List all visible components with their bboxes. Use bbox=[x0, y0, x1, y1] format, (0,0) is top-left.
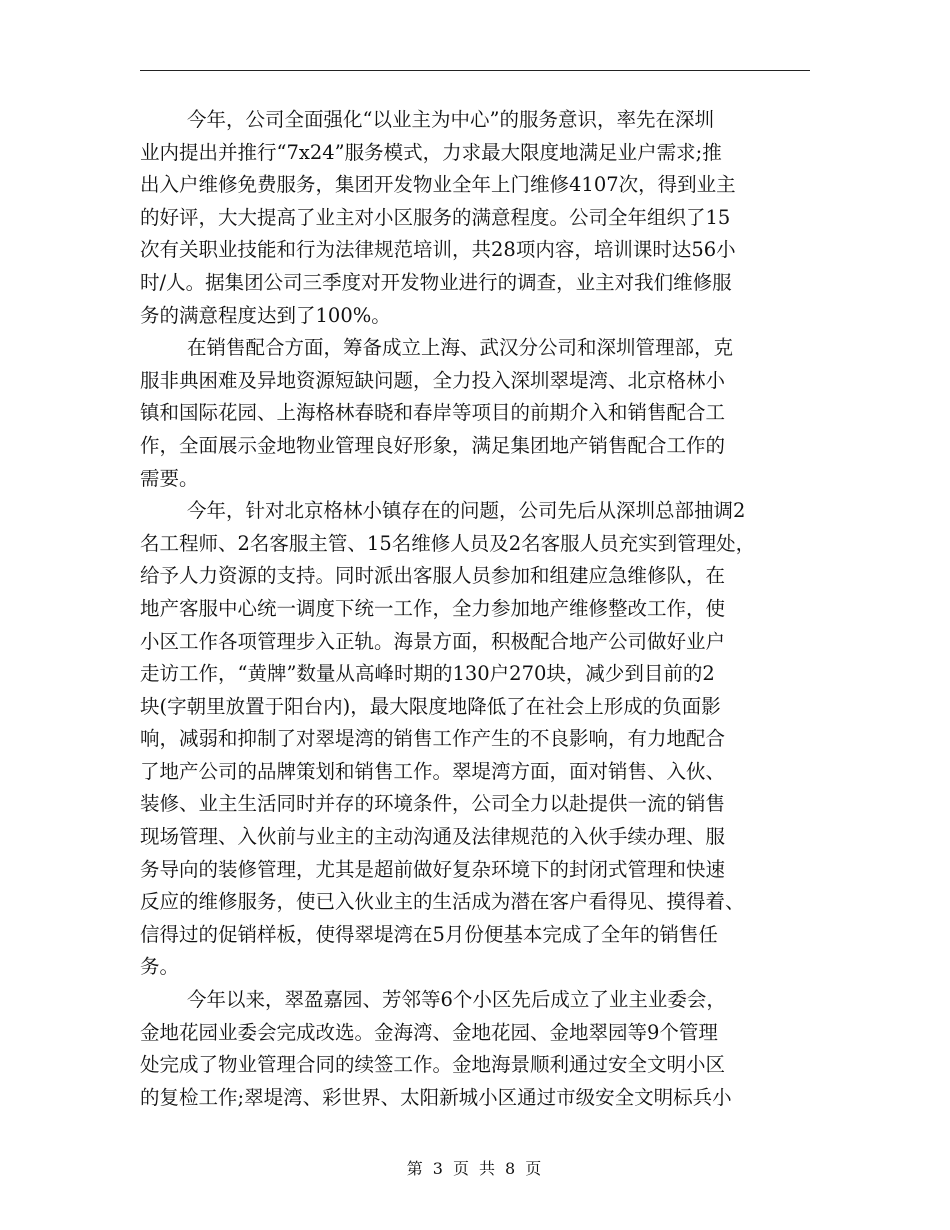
text-line: 作，全面展示金地物业管理良好形象，满足集团地产销售配合工作的 bbox=[140, 433, 726, 457]
text-line: 处完成了物业管理合同的续签工作。金地海景顺利通过安全文明小区 bbox=[140, 1053, 726, 1077]
text-line: 金地花园业委会完成改选。金海湾、金地花园、金地翠园等9个管理 bbox=[140, 1020, 718, 1044]
text-line: 的好评，大大提高了业主对小区服务的满意程度。公司全年组织了15 bbox=[140, 205, 731, 229]
text-line: 块(字朝里放置于阳台内)，最大限度地降低了在社会上形成的负面影 bbox=[140, 694, 721, 718]
text-line: 反应的维修服务，使已入伙业主的生活成为潜在客户看得见、摸得着、 bbox=[140, 890, 745, 914]
footer-label-total: 共 bbox=[479, 1159, 498, 1178]
text-line: 时/人。据集团公司三季度对开发物业进行的调查，业主对我们维修服 bbox=[140, 270, 732, 294]
text-line: 业内提出并推行“7x24”服务模式，力求最大限度地满足业户需求;推 bbox=[140, 140, 722, 164]
text-line: 地产客服中心统一调度下统一工作，全力参加地产维修整改工作，使 bbox=[140, 596, 726, 620]
body-text bbox=[140, 104, 810, 1114]
paragraph bbox=[140, 984, 810, 1114]
text-line: 装修、业主生活同时并存的环境条件，公司全力以赴提供一流的销售 bbox=[140, 792, 726, 816]
text-line: 务的满意程度达到了100%。 bbox=[140, 303, 391, 327]
paragraph bbox=[140, 495, 810, 984]
text-line: 今年，公司全面强化“以业主为中心”的服务意识，率先在深圳 bbox=[187, 108, 714, 131]
text-line: 务。 bbox=[140, 955, 180, 979]
text-line: 响，减弱和抑制了对翠堤湾的销售工作产生的不良影响，有力地配合 bbox=[140, 727, 726, 751]
text-line: 出入户维修免费服务，集团开发物业全年上门维修4107次，得到业主 bbox=[140, 173, 736, 197]
text-line: 信得过的促销样板，使得翠堤湾在5月份便基本完成了全年的销售任 bbox=[140, 922, 718, 946]
footer-current-page: 3 bbox=[432, 1159, 445, 1178]
text-line: 的复检工作;翠堤湾、彩世界、太阳新城小区通过市级安全文明标兵小 bbox=[140, 1085, 732, 1109]
footer-label-unit: 页 bbox=[452, 1159, 471, 1178]
text-line: 今年，针对北京格林小镇存在的问题，公司先后从深圳总部抽调2 bbox=[187, 499, 746, 523]
page-footer bbox=[0, 1156, 950, 1179]
footer-label-unit2: 页 bbox=[525, 1159, 544, 1178]
footer-total-pages: 8 bbox=[505, 1159, 518, 1178]
text-line: 现场管理、入伙前与业主的主动沟通及法律规范的入伙手续办理、服 bbox=[140, 825, 726, 849]
text-line: 走访工作，“黄牌”数量从高峰时期的130户270块，减少到目前的2 bbox=[140, 662, 715, 686]
footer-label-page: 第 bbox=[406, 1159, 425, 1178]
text-line: 需要。 bbox=[140, 466, 199, 490]
text-line: 次有关职业技能和行为法律规范培训，共28项内容，培训课时达56小 bbox=[140, 238, 736, 262]
paragraph bbox=[140, 104, 810, 332]
text-line: 小区工作各项管理步入正轨。海景方面，积极配合地产公司做好业户 bbox=[140, 629, 726, 653]
text-line: 镇和国际花园、上海格林春晓和春岸等项目的前期介入和销售配合工 bbox=[140, 401, 726, 425]
text-line: 了地产公司的品牌策划和销售工作。翠堤湾方面，面对销售、入伙、 bbox=[140, 759, 726, 783]
paragraph bbox=[140, 332, 810, 495]
text-line: 给予人力资源的支持。同时派出客服人员参加和组建应急维修队，在 bbox=[140, 564, 726, 588]
text-line: 名工程师、2名客服主管、15名维修人员及2名客服人员充实到管理处， bbox=[140, 531, 756, 555]
text-line: 今年以来，翠盈嘉园、芳邻等6个小区先后成立了业主业委会， bbox=[187, 988, 726, 1012]
header-rule bbox=[140, 70, 810, 71]
text-line: 服非典困难及异地资源短缺问题，全力投入深圳翠堤湾、北京格林小 bbox=[140, 368, 726, 392]
text-line: 在销售配合方面，筹备成立上海、武汉分公司和深圳管理部，克 bbox=[187, 336, 734, 360]
text-line: 务导向的装修管理，尤其是超前做好复杂环境下的封闭式管理和快速 bbox=[140, 857, 726, 881]
